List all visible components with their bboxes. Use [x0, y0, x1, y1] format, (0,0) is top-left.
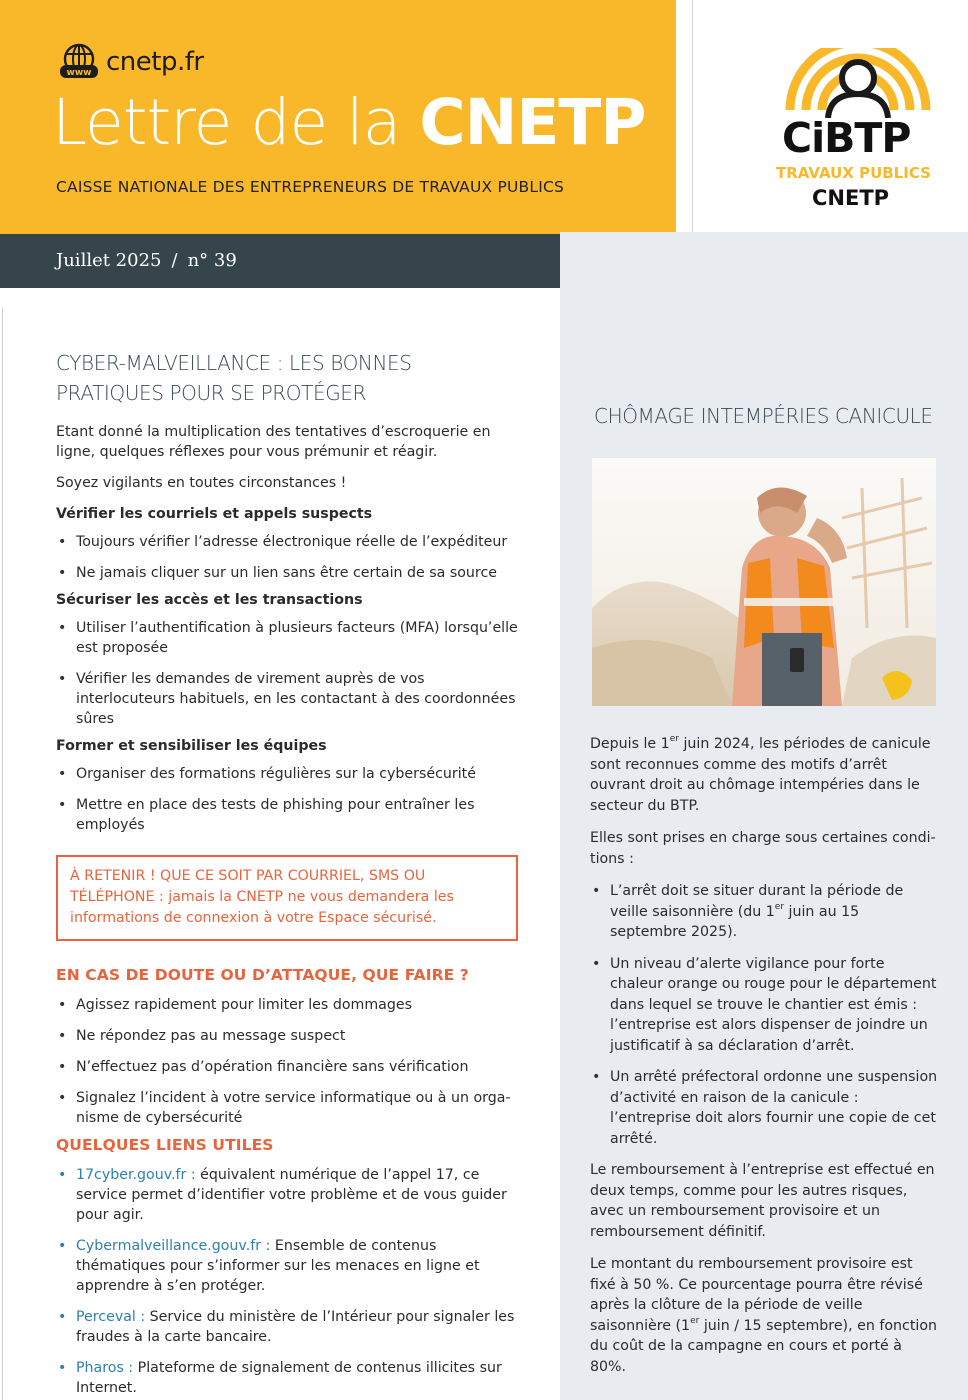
canicule-title: CHÔMAGE INTEMPÉRIES CANICULE: [594, 404, 933, 428]
canicule-intro: [590, 734, 938, 816]
superscript: er: [690, 1315, 700, 1326]
link-desc: Plateforme de signalement de contenus illicites sur Internet.: [76, 1360, 502, 1396]
logo-arcs-icon: [770, 48, 946, 118]
list-item: • Agissez rapidement pour limiter les dommages: [56, 995, 518, 1015]
section-heading: Vérifier les courriels et appels suspects: [56, 506, 373, 522]
worker-photo: [592, 458, 936, 706]
link-cybermalveillance[interactable]: Cybermalveillance.gouv.fr :: [76, 1238, 271, 1254]
conditions-list: [590, 881, 938, 1149]
text-span: juin au 15 septembre 2025).: [610, 903, 860, 940]
article-title: CYBER-MALVEILLANCE : LES BONNES PRATIQUES POUR SE PROTÉGER: [56, 351, 412, 405]
links-heading: QUELQUES LIENS UTILES: [56, 1136, 274, 1154]
issue-separator: /: [171, 250, 178, 271]
list-item: • Mettre en place des tests de phishing pour entraîner les employés: [56, 795, 518, 835]
intro-text: Etant donné la multiplication des tentatives d’escroquerie en ligne, quelques réflexes pour vous prémunir et réagir.: [56, 424, 491, 460]
link-pharos[interactable]: Pharos :: [76, 1360, 134, 1376]
list-item: [590, 881, 938, 943]
logo-main-text: CiBTP: [782, 114, 911, 162]
link-perceval[interactable]: Perceval :: [76, 1309, 146, 1325]
link-desc: équivalent numérique de l’appel 17, ce service permet d’identifier votre problème et de vous guider pour agir.: [76, 1167, 507, 1223]
issue-date: Juillet 2025: [56, 250, 162, 271]
subtitle: CAISSE NATIONALE DES ENTREPRENEURS DE TRAVAUX PUBLICS: [56, 178, 565, 196]
list-item: • Un arrêté préfectoral ordonne une suspension d’activité en raison de la canicule : l’entreprise doit alors fournir une copie de cet arrêté.: [590, 1067, 938, 1149]
text-span: Depuis le 1: [590, 736, 670, 752]
globe-icon: [58, 42, 100, 82]
canicule-article: [590, 734, 938, 1389]
worker-heat-illustration: [592, 458, 936, 706]
left-divider: [2, 308, 3, 1400]
page-title: [52, 86, 646, 159]
list-item: • Organiser des formations régulières sur la cybersécurité: [56, 764, 518, 784]
logo-sub-text: TRAVAUX PUBLICS: [776, 164, 931, 182]
issue-info: [56, 250, 237, 271]
text-span: L’arrêt doit se situer durant la période de veille saisonnière (du 1: [610, 883, 904, 920]
logo-org-text: CNETP: [812, 186, 890, 210]
list-item: • Un niveau d’alerte vigilance pour forte chaleur orange ou rouge pour le département dans lequel se trouve le chantier est émis : l’entreprise est alors dispenser de joindre un justificatif à sa déclaration d’arrêt.: [590, 954, 938, 1057]
doubt-list: [56, 995, 518, 1128]
text-span: juin 2024, les périodes de canicule sont reconnues comme des motifs d’arrêt ouvrant droit au chômage intempéries dans le secteur du BTP.: [590, 736, 931, 814]
section-list: [56, 764, 518, 835]
list-item: • Utiliser l’authentification à plusieurs facteurs (MFA) lorsqu’elle est proposée: [56, 618, 518, 658]
section-heading: Sécuriser les accès et les transactions: [56, 592, 363, 608]
list-item: • Signalez l’incident à votre service informatique ou à un organisme de cybersécurité: [56, 1088, 518, 1128]
link-item: [56, 1307, 518, 1347]
list-item: • Toujours vérifier l’adresse électronique réelle de l’expéditeur: [56, 532, 518, 552]
superscript: er: [774, 901, 785, 912]
text-span: Le montant du remboursement provisoire est fixé à 50 %. Ce pourcentage pourra être révisé après la clôture de la période de veille saisonnière (1: [590, 1256, 923, 1334]
globe-label: www: [66, 68, 92, 78]
link-desc: Ensemble de contenus thématiques pour s’informer sur les menaces en ligne et apprendre à s’en protéger.: [76, 1238, 480, 1294]
list-item: • Ne jamais cliquer sur un lien sans être certain de sa source: [56, 563, 518, 583]
title-light: Lettre de la: [52, 86, 401, 159]
link-item: [56, 1358, 518, 1398]
links-list: [56, 1165, 518, 1398]
vigilance-text: Soyez vigilants en toutes circonstances !: [56, 475, 347, 491]
conditions-intro: Elles sont prises en charge sous certaines conditions :: [590, 830, 936, 867]
superscript: er: [669, 734, 679, 745]
link-17cyber[interactable]: 17cyber.gouv.fr :: [76, 1167, 196, 1183]
issue-number: n° 39: [187, 250, 237, 271]
site-link[interactable]: [58, 42, 204, 82]
section-list: [56, 532, 518, 583]
doubt-heading: EN CAS DE DOUTE OU D’ATTAQUE, QUE FAIRE ?: [56, 966, 469, 984]
section-heading: Former et sensibiliser les équipes: [56, 738, 327, 754]
site-url[interactable]: cnetp.fr: [106, 47, 204, 77]
title-bold: CNETP: [419, 86, 646, 159]
link-item: [56, 1236, 518, 1296]
link-item: [56, 1165, 518, 1225]
section-list: [56, 618, 518, 729]
list-item: • N’effectuez pas d’opération financière sans vérification: [56, 1057, 518, 1077]
list-item: • Vérifier les demandes de virement auprès de vos interlocuteurs habituels, en les contactant à des coordonnées sûres: [56, 669, 518, 729]
text-span: juin / 15 septembre), en fonction du coût de la campagne en cours et porté à 80%.: [590, 1317, 937, 1375]
link-desc: Service du ministère de l’Intérieur pour signaler les fraudes à la carte bancaire.: [76, 1309, 515, 1345]
refund-amount-text: [590, 1254, 938, 1377]
list-item: • Ne répondez pas au message suspect: [56, 1026, 518, 1046]
alert-box: À RETENIR ! QUE CE SOIT PAR COURRIEL, SMS OU TÉLÉPHONE : jamais la CNETP ne vous demandera les informations de connexion à votre Espace sécurisé.: [56, 855, 518, 941]
cyber-article: [56, 348, 518, 1400]
cibtp-logo: [770, 48, 946, 218]
refund-text: Le remboursement à l’entreprise est effectué en deux temps, comme pour les autres risques, avec un remboursement provisoire et un remboursement définitif.: [590, 1162, 935, 1240]
